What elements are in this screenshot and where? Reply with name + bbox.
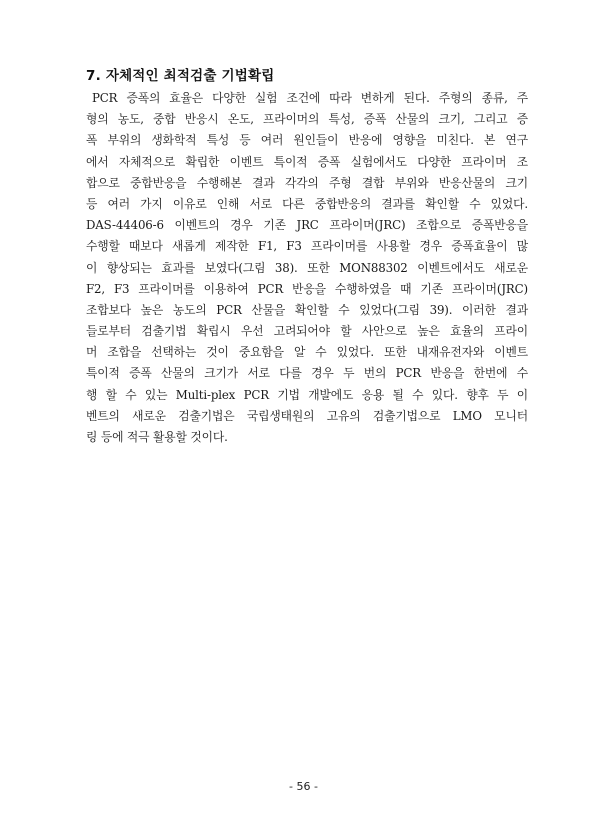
paragraph-line: DAS-44406-6 이벤트의 경우 기존 JRC 프라이머(JRC) 조합으로 증폭반응을 xyxy=(86,218,528,233)
paragraph-line: 등 여러 가지 이유로 인해 서로 다른 중합반응의 결과를 확인할 수 있었다. xyxy=(86,196,528,211)
paragraph-line: 머 조합을 선택하는 것이 중요함을 알 수 있었다. 또한 내재유전자와 이벤트 xyxy=(86,345,528,360)
paragraph-line: 특이적 증폭 산물의 크기가 서로 다를 경우 두 번의 PCR 반응을 한번에 수 xyxy=(86,366,528,381)
paragraph-line: 형의 농도, 중합 반응시 온도, 프라이머의 특성, 증폭 산물의 크기, 그리고 증 xyxy=(86,112,528,127)
paragraph-line: 링 등에 적극 활용할 것이다. xyxy=(86,430,228,444)
paragraph-line: 수행할 때보다 새롭게 제작한 F1, F3 프라이머를 사용할 경우 증폭효율이 많 xyxy=(86,239,528,254)
section-heading: 7. 자체적인 최적검출 기법확립 xyxy=(86,68,275,84)
paragraph-line: 조합보다 높은 농도의 PCR 산물을 확인할 수 있었다(그림 39). 이러한 결과 xyxy=(86,302,528,317)
paragraph-line: 들로부터 검출기법 확립시 우선 고려되어야 할 사안으로 높은 효율의 프라이 xyxy=(86,324,528,339)
paragraph-line: 벤트의 새로운 검출기법은 국립생태원의 고유의 검출기법으로 LMO 모니터 xyxy=(86,408,528,423)
paragraph-line: 에서 자체적으로 확립한 이벤트 특이적 증폭 실험에서도 다양한 프라이머 조 xyxy=(86,154,528,169)
paragraph-line: 행 할 수 있는 Multi-plex PCR 기법 개발에도 응용 될 수 있다. 향후 두 이 xyxy=(86,387,528,402)
paragraph-line: 이 향상되는 효과를 보였다(그림 38). 또한 MON88302 이벤트에서도 새로운 xyxy=(86,260,528,275)
paragraph-line: F2, F3 프라이머를 이용하여 PCR 반응을 수행하였을 때 기존 프라이머(JRC) xyxy=(86,281,528,296)
paragraph-line: PCR 증폭의 효율은 다양한 실험 조건에 따라 변하게 된다. 주형의 종류, 주 xyxy=(92,91,528,105)
page-number: - 56 - xyxy=(289,780,318,793)
body-paragraph xyxy=(86,88,528,448)
paragraph-line: 합으로 중합반응을 수행해본 결과 각각의 주형 결합 부위와 반응산물의 크기 xyxy=(86,175,528,190)
paragraph-line: 폭 부위의 생화학적 특성 등 여러 원인들이 반응에 영향을 미친다. 본 연구 xyxy=(86,133,528,148)
